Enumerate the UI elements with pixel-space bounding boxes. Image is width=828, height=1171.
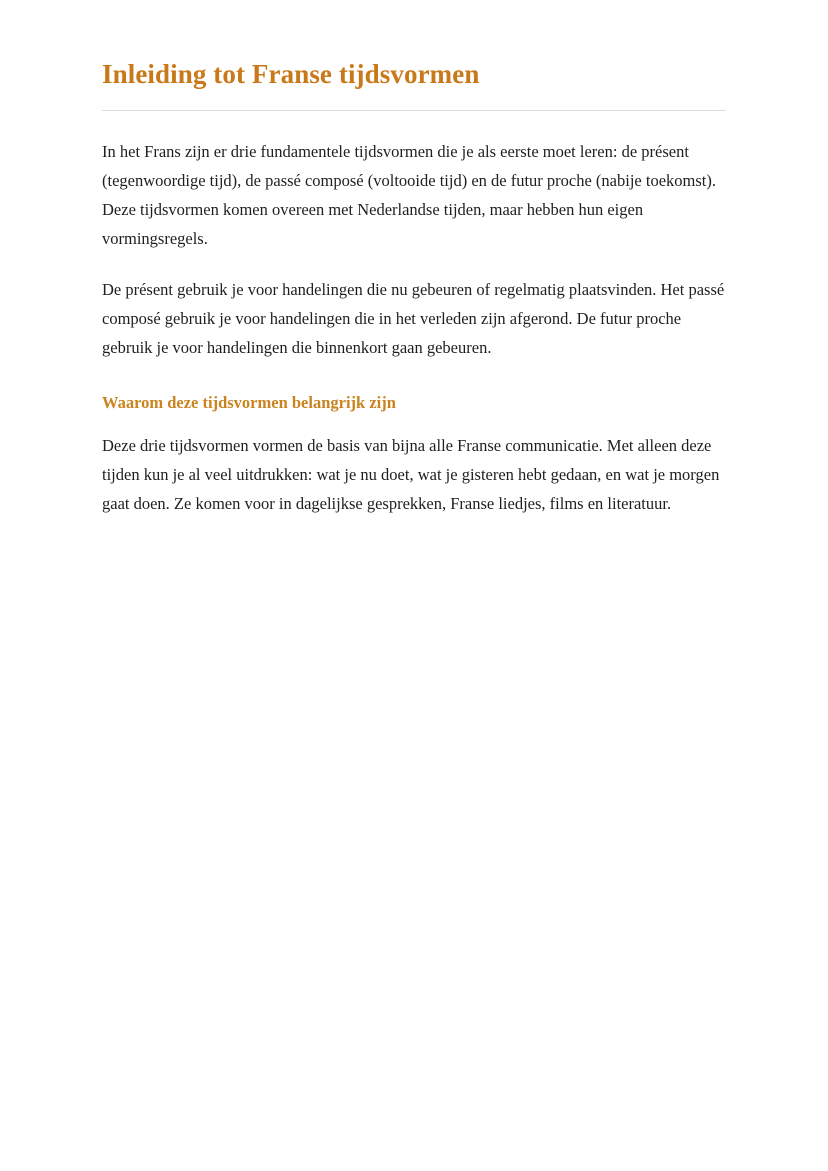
- usage-paragraph: De présent gebruik je voor handelingen die nu gebeuren of regelmatig plaatsvinden. Het passé composé gebruik je voor handelingen die in het verleden zijn afgerond. De futur proche gebruik je voor handelingen die binnenkort gaan gebeuren.: [102, 279, 725, 357]
- intro-paragraph: In het Frans zijn er drie fundamentele tijdsvormen die je als eerste moet leren: de présent (tegenwoordige tijd), de passé composé (voltooide tijd) en de futur proche (nabije toekomst). Deze tijdsvormen komen overeen met Nederlandse tijden, maar hebben hun eigen vormingsregels.: [102, 141, 716, 248]
- title-divider: [102, 110, 726, 111]
- page-title: Inleiding tot Franse tijdsvormen: [102, 59, 480, 89]
- article-container: [102, 58, 726, 518]
- section-heading-importance: Waarom deze tijdsvormen belangrijk zijn: [102, 392, 396, 412]
- importance-paragraph: Deze drie tijdsvormen vormen de basis van bijna alle Franse communicatie. Met alleen deze tijden kun je al veel uitdrukken: wat je nu doet, wat je gisteren hebt gedaan, en wat je morgen gaat doen. Ze komen voor in dagelijkse gesprekken, Franse liedjes, films en literatuur.: [102, 436, 720, 514]
